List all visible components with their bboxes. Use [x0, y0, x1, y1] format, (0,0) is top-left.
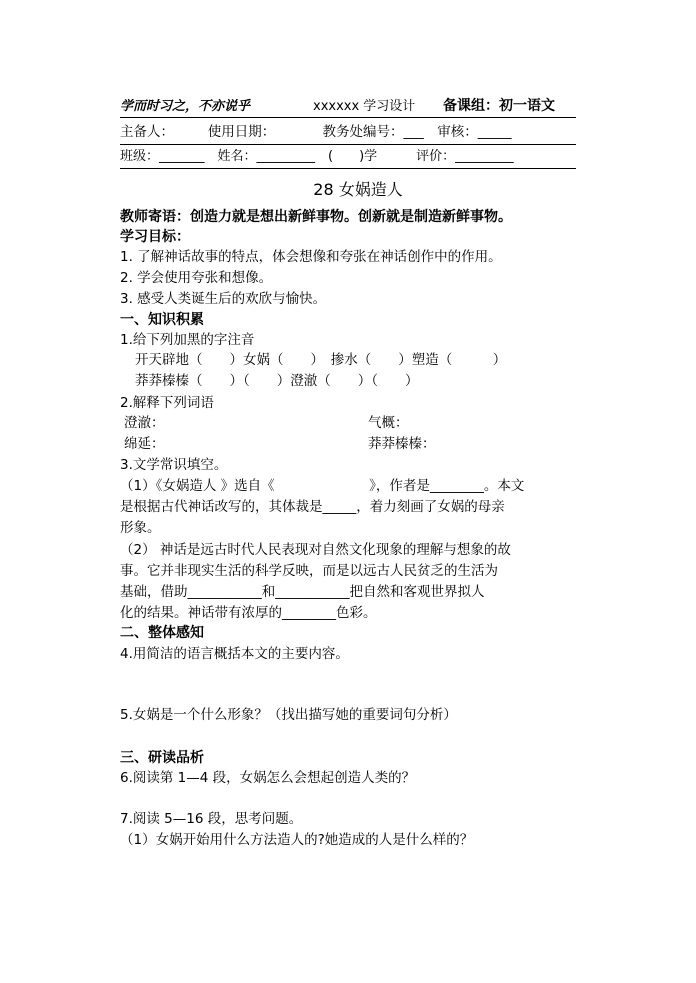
q3-p1-line-2: 是根据古代神话改写的，其体裁是_____，着力刻画了女娲的母亲 — [120, 499, 505, 515]
q7-1-prompt: （1）女娲开始用什么方法造人的?她造成的人是什么样的？ — [120, 832, 474, 848]
goal-item: 1. 了解神话故事的特点，体会想像和夸张在神话创作中的作用。 — [120, 249, 502, 265]
goals-heading: 学习目标： — [120, 229, 190, 245]
q3-prompt: 3.文学常识填空。 — [120, 457, 228, 473]
q3-p2-line-3: 基础，借助___________和___________把自然和客观世界拟人 — [120, 584, 485, 600]
q3-p2-line-1: （2） 神话是远古时代人民表现对自然文化现象的理解与想象的故 — [120, 542, 511, 558]
q1-line-2: 莽莽榛榛（ ）（ ）澄澈（ ）（ ） — [135, 373, 419, 389]
q5-prompt: 5.女娲是一个什么形象？（找出描写她的重要词句分析） — [120, 707, 457, 723]
q3-p2-line-4: 化的结果。神话带有浓厚的________色彩。 — [120, 605, 377, 621]
header-rule-3 — [120, 168, 576, 169]
q1-line-1: 开天辟地（ ）女娲（ ） 掺水（ ）塑造（ ） — [135, 352, 507, 368]
teacher-note: 教师寄语：创造力就是想出新鲜事物。创新就是制造新鲜事物。 — [120, 209, 512, 225]
q3-p1-line-3: 形象。 — [120, 520, 161, 536]
q2-term-a: 澄澈： — [124, 415, 165, 431]
goal-item: 3. 感受人类诞生后的欢欣与愉快。 — [120, 291, 327, 307]
q2-prompt: 2.解释下列词语 — [120, 395, 214, 411]
q2-term-d: 莽莽榛榛： — [368, 436, 436, 452]
school-title: xxxxxx 学习设计 — [313, 99, 416, 114]
page-title: 28 女娲造人 — [313, 180, 403, 199]
header-rule-2 — [120, 144, 576, 145]
header-row-3: 班级：_______ 姓名：_________ ( )学 评价：_________ — [120, 149, 514, 164]
section2-heading: 二、整体感知 — [120, 625, 204, 641]
section3-heading: 三、研读品析 — [120, 750, 204, 766]
q4-prompt: 4.用简洁的语言概括本文的主要内容。 — [120, 646, 349, 662]
q2-term-b: 气概： — [368, 415, 409, 431]
q3-p2-line-2: 事。它并非现实生活的科学反映，而是以远古人民贫乏的生活为 — [120, 563, 498, 579]
goal-item: 2. 学会使用夸张和想像。 — [120, 270, 273, 286]
q1-prompt: 1.给下列加黑的字注音 — [120, 332, 255, 348]
q6-prompt: 6.阅读第 1—4 段，女娲怎么会想起创造人类的？ — [120, 770, 416, 786]
q3-p1-line-1: （1）《女娲造人 》选自《 》，作者是________。本文 — [120, 478, 525, 494]
q7-prompt: 7.阅读 5—16 段，思考问题。 — [120, 811, 303, 827]
motto: 学而时习之，不亦说乎 — [120, 99, 251, 114]
prep-group: 备课组：初一语文 — [443, 98, 555, 114]
q2-term-c: 绵延： — [124, 436, 165, 452]
header-row-2: 主备人： 使用日期： 教务处编号：___ 审核：_____ — [120, 124, 512, 140]
header-rule-1 — [120, 117, 576, 118]
section1-heading: 一、知识积累 — [120, 312, 204, 328]
